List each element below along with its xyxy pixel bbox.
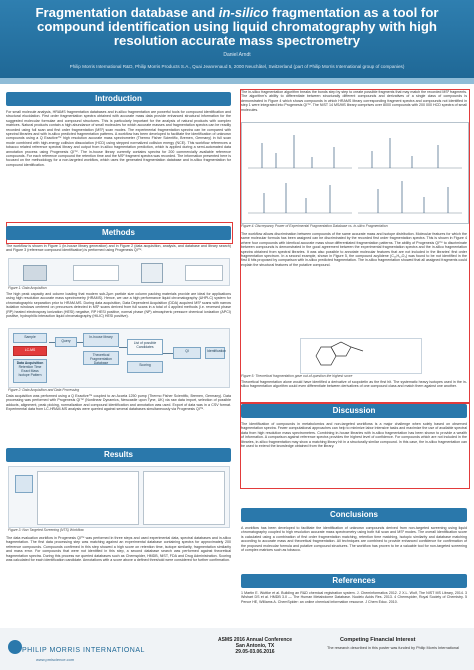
candidates-box: List of possible Candidates: [127, 339, 163, 355]
figure-1: [8, 258, 230, 286]
left-column: [6, 92, 231, 222]
instrument-image: [23, 265, 47, 281]
right-mid-text-2: Theoretical fragmentation alone would have identified a derivative of scopoletin as the first hit. The systematic heavy isotopes used in the in-silico fragmentation algorithm could even differentiate between derivatives of one compound class and match them against one another.: [241, 380, 467, 389]
pmi-logo-icon: [8, 640, 22, 654]
exact-mass-label: Exact Mass: [21, 369, 39, 373]
workflow-screenshot: [37, 471, 139, 525]
methods-text-3: Data acquisition was performed using a Q Exactive™ coupled to an Accela 1250 pump (Thermo Fisher Scientific, Bremen, Germany). Data processing was performed with Progenesis QI™ (Nonlinear Dynamics, Newcastle upon Tyne, UK) via raw data import, selection of possible adducts, alignment, peak picking, normalization and compound identification and annotation was used. Export of data was in a CSV format. Experimental data from LC-HRAM-MS analysis were queried against several databases simultaneously via Progenesis QI™.: [6, 394, 231, 412]
arrow: [119, 347, 127, 348]
competing-interest-title: Competing Financial Interest: [340, 637, 416, 643]
retention-time-label: Retention Time: [18, 365, 42, 369]
conference-info: ASMS 2016 Annual Conference San Antonio, TX 29.05-03.06.2016: [217, 637, 292, 655]
isotope-pattern-label: Isotope Pattern: [18, 373, 42, 377]
lcms-box: LC-MS: [13, 346, 47, 356]
footer-url[interactable]: www.pmiscience.com: [36, 657, 75, 662]
figure-5: [300, 338, 422, 374]
authors: Daniel Arndt: [223, 52, 251, 58]
title-italic: in-silico: [218, 5, 269, 20]
methods-heading: Methods: [6, 226, 231, 240]
figure-3-caption: Figure 3: Non Targeted Screening (NTS) Workflow: [8, 528, 84, 532]
score-panel: [143, 471, 225, 525]
competing-interest-text: The research described in this poster was funded by Philip Morris International: [327, 646, 459, 650]
figure-5-caption: Figure 5: Theoretical fragmentation gave out-of-question the highest score: [241, 374, 353, 378]
arrow: [163, 353, 173, 354]
references-text: 1 Martin E. Wuttke et al. Building an R&D chemical registration system. J. Cheminformatics 2012. 2 X.L. Wolf, The NIST MS Library, 2014. 3 Wishart DS et al. HMDB 3.0 — The Human Metabolome Database. Nucleic Acids Res. 2013. 4 Chemspider, Royal Society of Chemistry. 5 Pence HE, Williams A. ChemSpider: an online chemical information resource. J Chem Educ. 2010.: [241, 591, 467, 604]
qi-box: QI: [173, 347, 201, 359]
figure-4-caption: Figure 4: Discrepancy Power of Experimental Fragmentation Database vs. in-silico Fragmentation: [241, 224, 388, 228]
data-acquisition-label: Data Acquisition: [16, 361, 44, 365]
references-section: [241, 574, 467, 623]
references-heading: References: [241, 574, 467, 588]
arrow: [77, 342, 83, 343]
affiliation: Philip Morris International R&D, Philip Morris Products S.A., Quai Jeanrenaud 5, 2000 Neuchâtel, Switzerland (part of Philip Morris International group of companies): [69, 64, 405, 69]
results-section: [6, 448, 231, 462]
figure-2: [8, 328, 230, 388]
results-text: The data evaluation workflow in Progenesis QI™ was performed in three steps and used experimental data, spectral databases and in-silico fragmentation. The first data processing step was matching against an experimental database containing spectra for approximately 200 reference compounds. Compounds confirmed in this step showed a high score on retention time, isotope similarity, fragmentation similarity and mass error. For compounds that were not identified in this step, a second database search was performed against theoretical fragmentation spectra. During this process we queried databases such as Chemspider, HMDB, NIST, FDA and Drug Administration. Scoring was calculated for each identification candidate. Annotations with a score above a defined threshold were considered for further confirmation.: [6, 536, 231, 563]
conclusions-text: A workflow has been developed to facilitate the identification of unknown compounds derived from non-targeted screening using liquid chromatography coupled to high resolution accurate mass spectrometry using both full scan and MS² modes. The overall identification score is calculated using a combination of first order fragmentation matching, retention time matching, isotopic similarity and database matching according to accurate mass and theoretical fragmentation. All techniques are combined to provide enhanced confidence for confirmation of the proposed molecular formula and putative compound structures. The workflow has proven to be a valuable tool for non-targeted screening of complex matrices such as tobacco.: [241, 526, 467, 553]
scoring-box: Scoring: [127, 361, 163, 373]
spectrum-thumbnail: [185, 265, 223, 281]
discussion-heading: Discussion: [241, 404, 467, 418]
figure-3: [8, 466, 230, 528]
methods-section: [6, 226, 231, 258]
introduction-text: For small molecule analysis, HRAMS fragmentation databases and in-silico fragmentation are powerful tools for compound identification and structural elucidation. First order fragmentation spectra obtained with accurate mass data provide enhanced structural information for the suggested molecular formulae and compound structures. This is particularly important for the analysis of natural products with complex matrices. Natural products contain a high abundance of small molecules for which accurate masses and fragmentation spectra can be readily recorded using full scan and first order fragmentation (MS²) scan modes. The experimental fragmentation spectra can be compared with spectral libraries and with in-silico predicted fragmentation patterns. A workflow has been developed to facilitate the identification of unknown compounds using a Q Exactive™ high resolution accurate mass spectrometer (Thermo Fisher Scientific, Bremen, Germany) in full scan mode combined with high-energy collision dissociation (HCD) using stepped normalized collision energy (NCE). This workflow references a tobacco related reference spectral library and output from in-silico fragmentation prediction, which is applied during a semi-automated data annotation process using Progenesis QI™. The in-house library currently contains spectra for 200 commercially available reference compounds. For each reference compound the retention time and the MS² fragment spectra was recorded. The information presented here is focused on the methodology for a non-targeted workflow, which uses the generated fragmentation database and in-silico fragmentation for compound identification.: [6, 110, 231, 167]
figure-2-caption: Figure 2: Data Acquisition and Data Processing: [8, 388, 80, 392]
sample-box: Sample: [13, 333, 47, 343]
arrow: [49, 342, 55, 343]
methods-text-2: The high peak capacity and column loading that modern sub-2μm particle size column packing materials provide are ideal for applications using high resolution accurate mass spectrometry (HRAMS). Hence, we use a high performance liquid chromatography (UHPLC) system for chromatographic separation prior to HRAM-MS. During data acquisition, Data Dependent Acquisition (DDA) acquired MS² scans with narrow isolation windows centered on precursors detected in MS¹ scans derived from full scans in a total of 4 applied methods (i.e. reversed phase (RP) heated electrospray ionization (HESI) negative, RP HESI positive, normal phase (NP) atmospheric pressure chemical ionization (APCI) positive, hydrophilic interaction liquid chromatography (HILIC) HESI positive).: [6, 292, 231, 319]
poster-header: [0, 0, 474, 78]
discussion-text: The identification of compounds in metabolomics and non-targeted workflows is a major challenge when solely based on observed fragmentation spectra. Fewer computational approaches can help to minimize labor intensive tasks and maximize the use of available spectral data from high resolution mass spectrometers. Combining in-house libraries with in-silico fragmentation has been shown to provide a wealth of information. A comparison against reference spectra provides the highest level of confidence. For compounds which are not included in the libraries, in-silico fragmentation may show a matching library hit in a structurally similar compound. In this case, the in-silico fragmentation can be used to extend the knowledge obtained from the library.: [241, 422, 467, 449]
theoretical-db-box: Theoretical Fragmentation Database: [83, 351, 119, 365]
right-mid-text: The workflow allows discrimination between compounds of the same accurate mass and isotope distribution. Molecular features for which the same molecular formula has been assigned can be discriminated by the recorded first order fragmentation spectra. This is shown in Figure 4 where four compounds with identical accurate mass show differentiated fragmentation patterns. The ability of Progenesis QI™ to discriminate between compounds is demonstrated in the good agreement between the experimental fragmentation spectra and the in-silico fragmentation spectra obtained from spectral libraries. It was also possible to annotate molecular features that are not included in the libraries' first order fragmentation spectrum. In a second example, shown in Figure 5, the compound acylidene (C₁₆H₁₂O₃) was found to be not identified in the first 8 hits proposed by comparison with in-silico predicted fragmentation. The in-silico fragmentation showed that all assigned fragments could explain the structural features of the putative compound.: [241, 232, 467, 267]
discussion-highlight-box: [240, 403, 470, 489]
identification-box: Identification: [205, 347, 225, 359]
step-icon: [15, 475, 33, 493]
pmi-logo-text: PHILIP MORRIS INTERNATIONAL: [22, 647, 145, 654]
chromatogram-thumbnail: [73, 265, 119, 281]
conclusions-section: [241, 508, 467, 574]
results-heading: Results: [6, 448, 231, 462]
right-top-text: The in-silico fragmentation algorithm breaks the bonds step by step to create possible fragments that may match the recorded MS² fragments. The algorithm's ability to differentiate between structurally different compounds and derivatives of a single class of compounds is demonstrated in Figure 4 which shows compounds in which HRAMS library corresponding fragment spectra and compounds not identified in step 1 were integrated into Progenesis QI™. The NIST 14 MS/MS library comprises over 8000 compounds with 200 000 HCD spectra of small molecules.: [241, 90, 467, 112]
poster-title: Fragmentation database and in-silico fragmentation as a tool for compound identification using liquid chromatography with high resolution accurate mass spectrometry: [35, 5, 439, 48]
header-band: [0, 78, 474, 84]
introduction-heading: Introduction: [6, 92, 231, 106]
data-acquisition-box: [13, 359, 47, 383]
figure-1-caption: Figure 1: Data Acquisition: [8, 286, 47, 290]
query-box: Query: [55, 337, 77, 347]
inhouse-library-box: In-house library: [83, 333, 119, 347]
database-image: [141, 263, 163, 283]
conclusions-heading: Conclusions: [241, 508, 467, 522]
molecule-structure: [301, 339, 421, 373]
methods-text: The workflow is shown in Figure 1 (in-house library generation) and in Figure 2 (data acquisition, analysis, and database and library search) and Figure 3 (reference compound identification) is performed using Progenesis QI™.: [6, 244, 231, 253]
